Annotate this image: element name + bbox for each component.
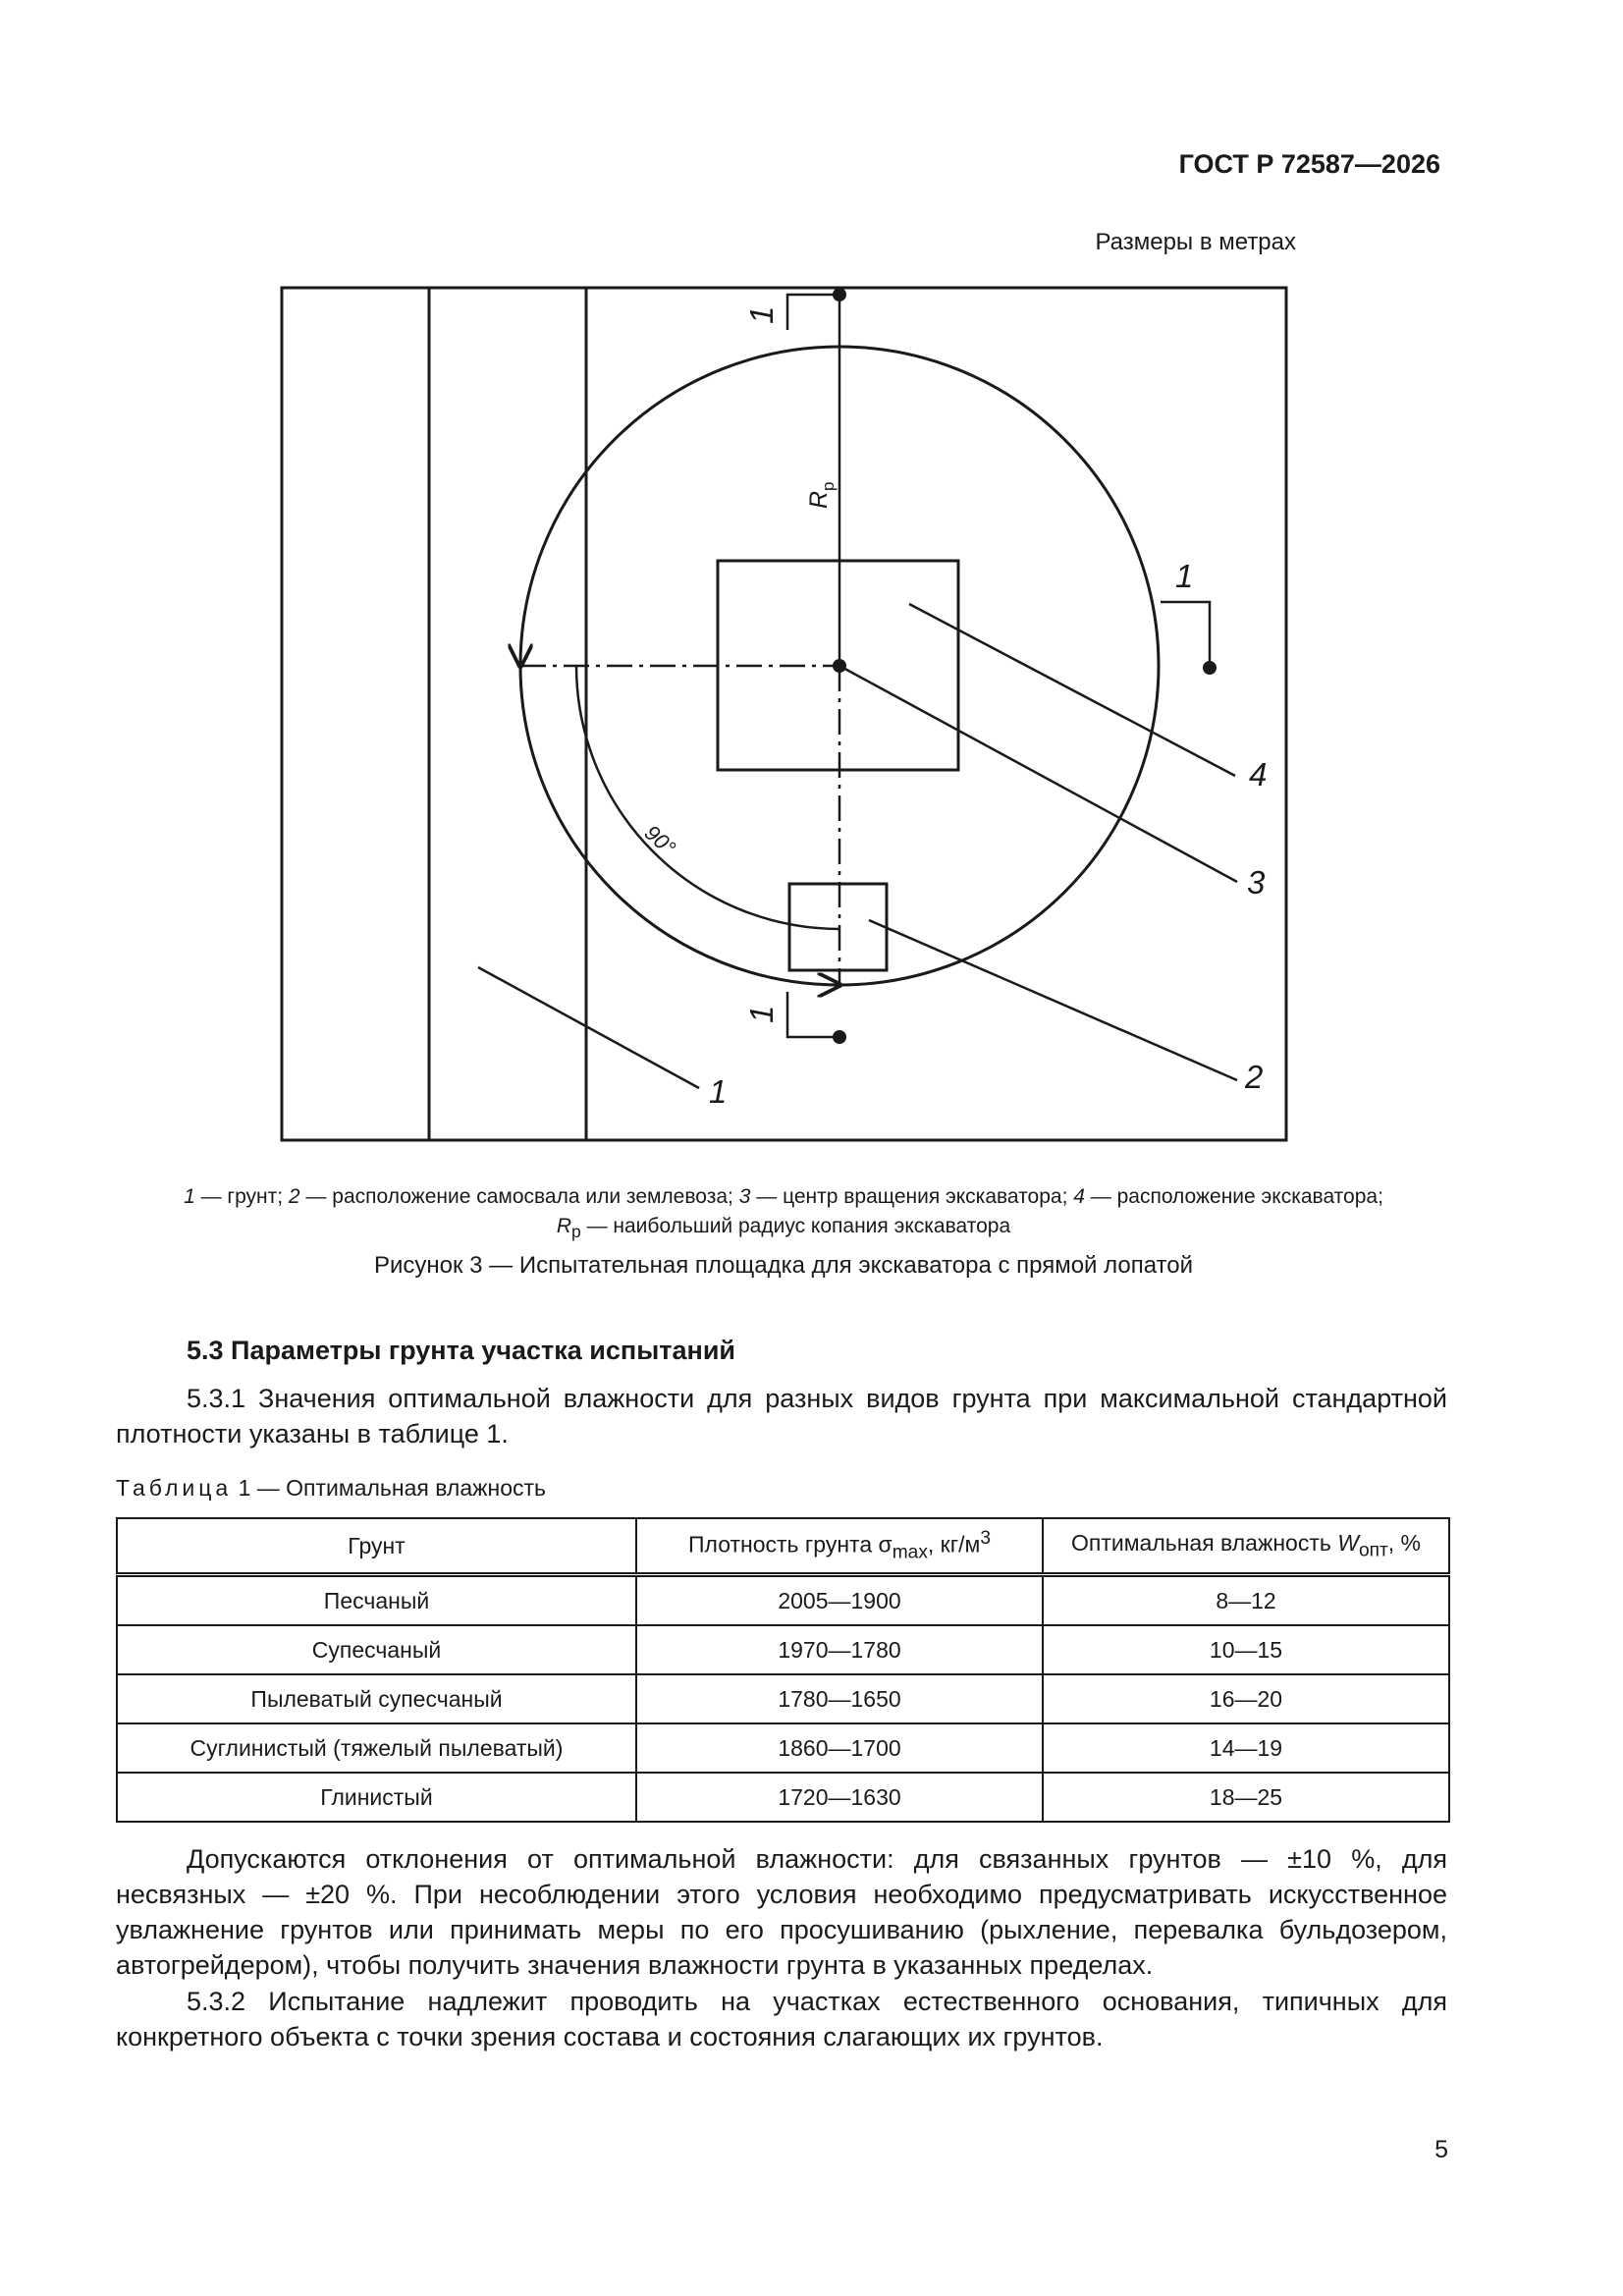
swing-arc-outer xyxy=(520,666,839,985)
table-caption-title: 1 — Оптимальная влажность xyxy=(232,1475,547,1501)
callout-3: 3 xyxy=(1247,864,1266,901)
cell-density: 1970—1780 xyxy=(636,1625,1043,1674)
figure-caption: Рисунок 3 — Испытательная площадка для экскаватора с прямой лопатой xyxy=(373,1252,1194,1279)
table-row xyxy=(117,1773,1449,1822)
table-header-row xyxy=(117,1518,1449,1575)
table-caption-word: Таблица xyxy=(116,1475,233,1501)
legend-num-4: 4 xyxy=(1073,1185,1085,1208)
paragraph-deviation: Допускаются отклонения от оптимальной влажности: для связанных грунтов — ±10 %, для несвязных — ±20 %. При несоблюдении этого условия необходимо предусматривать искусственное увлажнение грунтов или принимать меры по его просушиванию (рыхление, перевалка бульдозером, автогрейдером), чтобы получить значения влажности грунта в указанных пределах. xyxy=(116,1844,1447,1980)
site-boundary xyxy=(282,288,1286,1140)
paragraph-5-3-2: 5.3.2 Испытание надлежит проводить на участках естественного основания, типичных для конкретного объекта с точки зрения состава и состояния слагающих их грунтов. xyxy=(116,1987,1447,2051)
legend-radius-symbol: R xyxy=(556,1215,571,1237)
moisture-table xyxy=(116,1517,1450,1823)
callout-2: 2 xyxy=(1245,1059,1264,1095)
callout-1-bottom: 1 xyxy=(743,1005,780,1023)
table-row xyxy=(117,1674,1449,1723)
point-center xyxy=(833,659,846,673)
callout-4: 4 xyxy=(1249,756,1268,793)
legend-text-2: — расположение самосвала или землевоза; xyxy=(299,1185,739,1208)
table-row xyxy=(117,1723,1449,1773)
figure-legend xyxy=(116,1182,1451,1246)
cell-moisture: 8—12 xyxy=(1043,1575,1449,1626)
legend-num-3: 3 xyxy=(738,1185,751,1208)
legend-num-2: 2 xyxy=(288,1185,300,1208)
table-caption xyxy=(116,1475,546,1502)
paragraph-5-3-1: 5.3.1 Значения оптимальной влажности для разных видов грунта при максимальной стандартной плотности указаны в таблице 1. xyxy=(116,1384,1447,1449)
leader-truck xyxy=(869,920,1237,1080)
table-row xyxy=(117,1625,1449,1674)
cell-soil: Пылеватый супесчаный xyxy=(117,1674,636,1723)
legend-text-3: — центр вращения экскаватора; xyxy=(750,1185,1074,1208)
callout-1-right: 1 xyxy=(1175,558,1194,594)
cell-density: 2005—1900 xyxy=(636,1575,1043,1626)
units-note: Размеры в метрах xyxy=(1095,229,1296,255)
cell-moisture: 18—25 xyxy=(1043,1773,1449,1822)
cell-density: 1720—1630 xyxy=(636,1773,1043,1822)
legend-text-1: — грунт; xyxy=(194,1185,289,1208)
leader-center xyxy=(839,666,1237,882)
point-right xyxy=(1203,661,1217,675)
cell-moisture: 16—20 xyxy=(1043,1674,1449,1723)
callout-1-top: 1 xyxy=(743,305,780,324)
radius-label: $R_р$ xyxy=(805,481,838,509)
cell-density: 1860—1700 xyxy=(636,1723,1043,1773)
cell-moisture: 10—15 xyxy=(1043,1625,1449,1674)
point-bottom xyxy=(833,1030,846,1044)
cell-soil: Суглинистый (тяжелый пылеватый) xyxy=(117,1723,636,1773)
legend-radius-sub: р xyxy=(571,1222,581,1242)
header-soil: Грунт xyxy=(117,1518,636,1575)
legend-num-1: 1 xyxy=(184,1185,195,1208)
legend-text-4: — расположение экскаватора; xyxy=(1084,1185,1383,1208)
cell-soil: Глинистый xyxy=(117,1773,636,1822)
cell-density: 1780—1650 xyxy=(636,1674,1043,1723)
swing-arc-inner xyxy=(576,666,839,929)
cell-soil: Песчаный xyxy=(117,1575,636,1626)
leader-soil xyxy=(478,967,699,1088)
legend-radius-text: — наибольший радиус копания экскаватора xyxy=(580,1215,1011,1237)
section-heading: 5.3 Параметры грунта участка испытаний xyxy=(187,1336,736,1365)
table-row xyxy=(117,1575,1449,1626)
header-density: Плотность грунта $\sigma_{max}$, $кг/м^3$ xyxy=(636,1518,1043,1575)
standard-code: ГОСТ Р 72587—2026 xyxy=(1178,149,1440,179)
cell-moisture: 14—19 xyxy=(1043,1723,1449,1773)
soil-marker-bottom xyxy=(787,992,839,1037)
soil-marker-top xyxy=(787,295,839,330)
header-moisture: Оптимальная влажность $W_{опт}$, % xyxy=(1043,1518,1449,1575)
callout-1-leader: 1 xyxy=(709,1073,728,1110)
page-number: 5 xyxy=(1434,2136,1448,2163)
angle-label: 90° xyxy=(639,820,681,860)
point-top xyxy=(833,288,846,301)
soil-marker-right xyxy=(1161,602,1210,668)
cell-soil: Супесчаный xyxy=(117,1625,636,1674)
